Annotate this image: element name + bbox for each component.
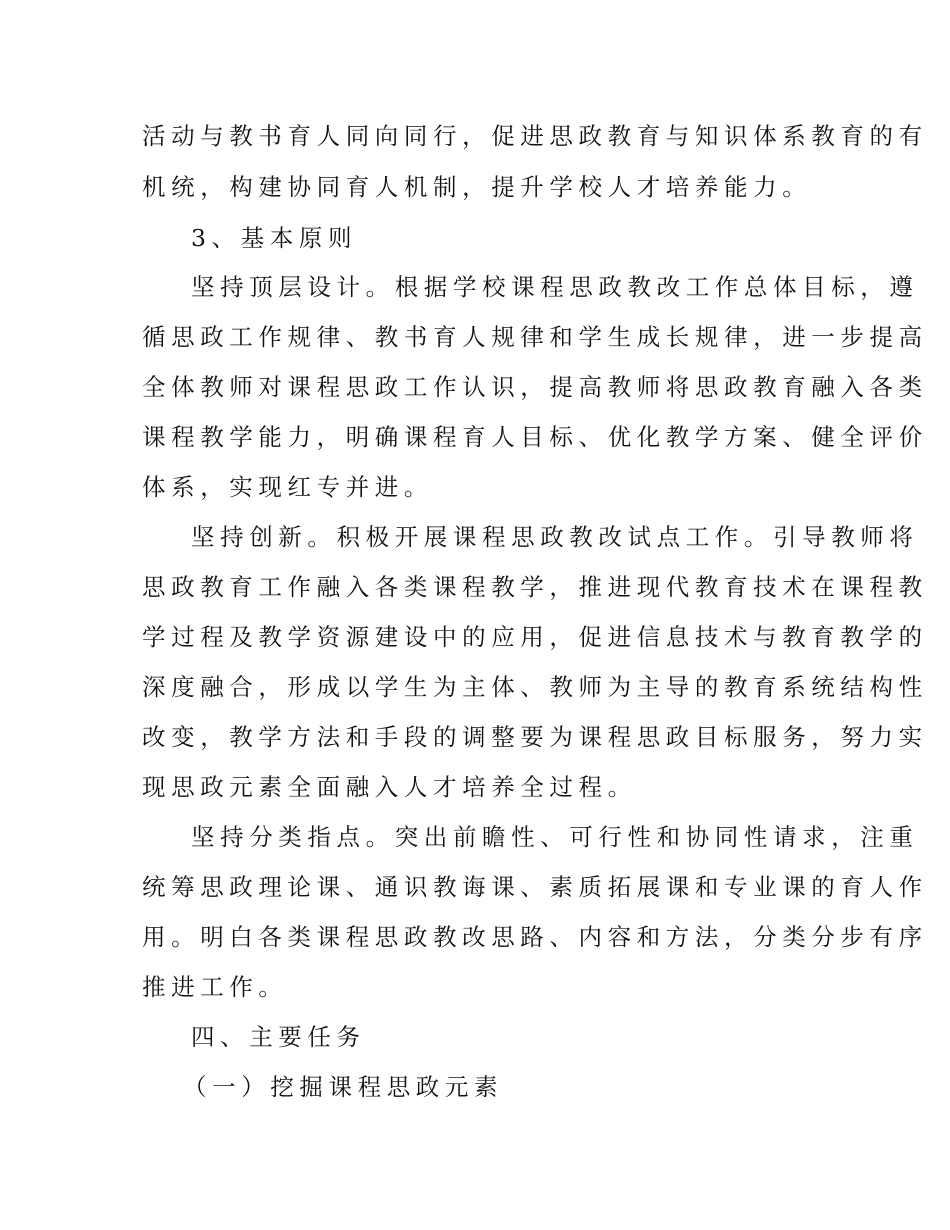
paragraph-classified-guidance: 坚持分类指点。突出前瞻性、可行性和协同性请求，注重 — [191, 823, 919, 851]
body-text-line: 循思政工作规律、教书育人规律和学生成长规律，进一步提高 — [142, 323, 928, 351]
body-text-line: 推进工作。 — [142, 973, 288, 1001]
paragraph-innovation: 坚持创新。积极开展课程思政教改试点工作。引导教师将 — [191, 523, 919, 551]
body-text-line: 活动与教书育人同向同行，促进思政教育与知识体系教育的有 — [142, 122, 928, 150]
section-heading-main-tasks: 四、主要任务 — [191, 1023, 366, 1051]
body-text-line: 思政教育工作融入各类课程教学，推进现代教育技术在课程教 — [142, 573, 928, 601]
body-text-line: 机统，构建协同育人机制，提升学校人才培养能力。 — [142, 173, 812, 201]
body-text-line: 改变，教学方法和手段的调整要为课程思政目标服务，努力实 — [142, 723, 928, 751]
subsection-heading-curriculum-elements: （一）挖掘课程思政元素 — [183, 1073, 504, 1101]
paragraph-top-level-design: 坚持顶层设计。根据学校课程思政教改工作总体目标，遵 — [191, 273, 919, 301]
body-text-line: 学过程及教学资源建设中的应用，促进信息技术与教育教学的 — [142, 623, 928, 651]
body-text-line: 体系，实现红专并进。 — [142, 473, 433, 501]
body-text-line: 深度融合，形成以学生为主体、教师为主导的教育系统结构性 — [142, 673, 928, 701]
body-text-line: 课程教学能力，明确课程育人目标、优化教学方案、健全评价 — [142, 423, 928, 451]
body-text-line: 现思政元素全面融入人才培养全过程。 — [142, 773, 637, 801]
body-text-line: 全体教师对课程思政工作认识，提高教师将思政教育融入各类 — [142, 373, 928, 401]
body-text-line: 统筹思政理论课、通识教诲课、素质拓展课和专业课的育人作 — [142, 873, 928, 901]
body-text-line: 用。明白各类课程思政教改思路、内容和方法，分类分步有序 — [142, 923, 928, 951]
section-heading-basic-principles: 3、基本原则 — [191, 224, 358, 252]
